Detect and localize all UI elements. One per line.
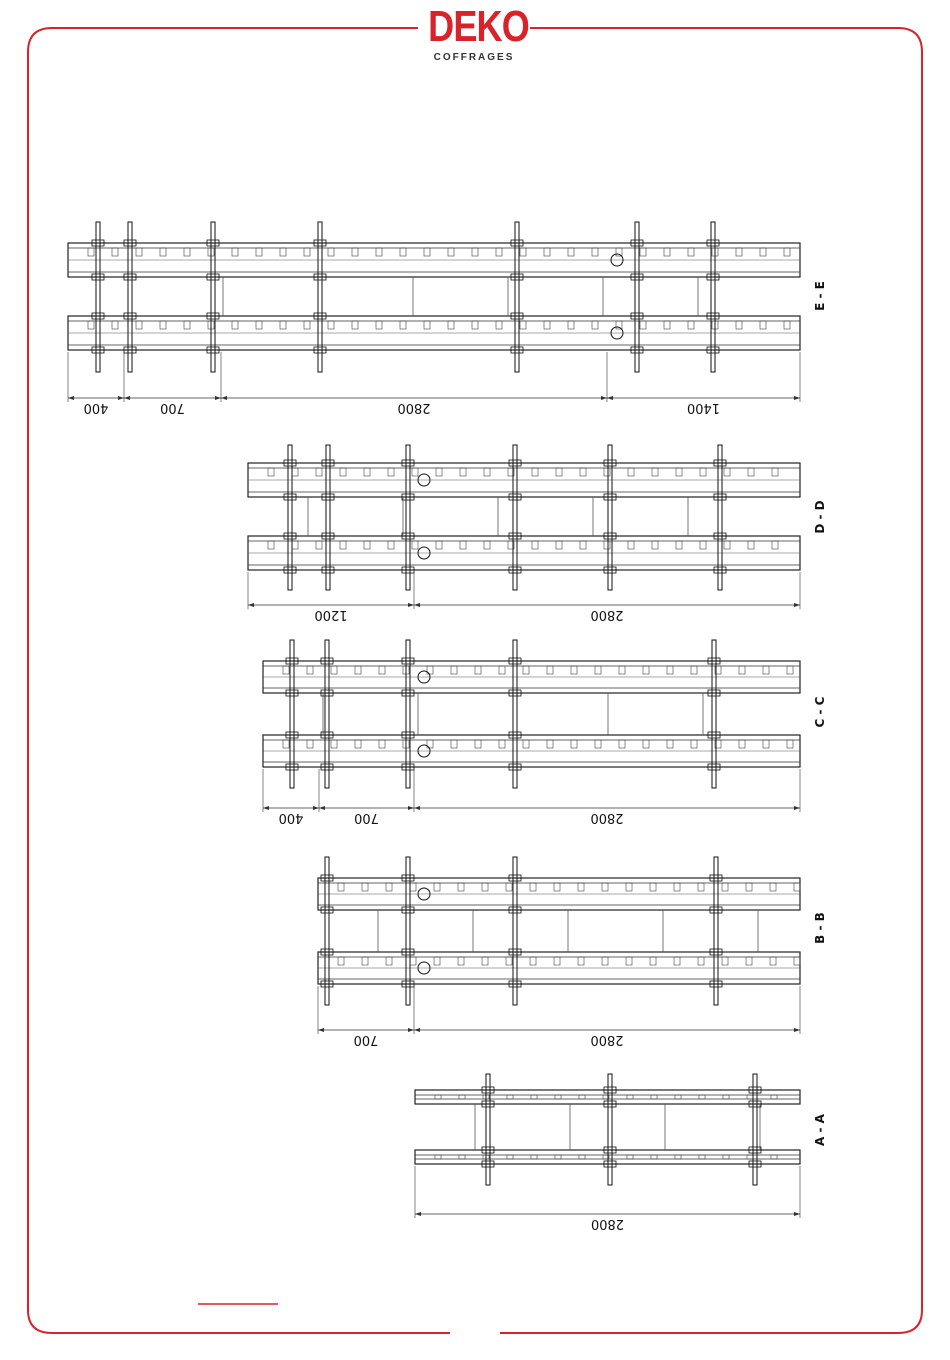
stiffener [482, 883, 488, 891]
stiffener [698, 883, 704, 891]
stiffener [736, 321, 742, 329]
stiffener [424, 321, 430, 329]
stiffener [475, 740, 481, 748]
prop-shaft [290, 640, 294, 788]
section-label: C - C [813, 696, 827, 728]
stiffener [556, 541, 562, 549]
stiffener [688, 321, 694, 329]
stiffener [674, 883, 680, 891]
prop-shaft [288, 445, 292, 590]
stiffener [160, 321, 166, 329]
stiffener [700, 541, 706, 549]
stiffener [651, 1095, 657, 1099]
stiffener [136, 248, 142, 256]
stiffener [556, 468, 562, 476]
prop [284, 445, 296, 590]
stiffener [555, 1155, 561, 1159]
stiffener [460, 468, 466, 476]
prop-shaft [513, 857, 517, 1005]
stiffener [482, 957, 488, 965]
prop-shaft [513, 445, 517, 590]
stiffener [280, 321, 286, 329]
dim-arrow [601, 396, 607, 400]
dim-arrow [408, 603, 414, 607]
stiffener [643, 666, 649, 674]
stiffener [544, 248, 550, 256]
stiffener [643, 740, 649, 748]
stiffener [523, 740, 529, 748]
stiffener [770, 957, 776, 965]
dim-arrow [414, 1028, 420, 1032]
stiffener [400, 321, 406, 329]
dimension-label: 2800 [590, 1032, 624, 1047]
stiffener [568, 321, 574, 329]
stiffener [722, 957, 728, 965]
stiffener [388, 541, 394, 549]
stiffener [435, 1095, 441, 1099]
stiffener [747, 1095, 753, 1099]
stiffener [627, 1095, 633, 1099]
stiffener [688, 248, 694, 256]
dim-arrow [118, 396, 124, 400]
section-1 [68, 222, 827, 415]
dimension-label: 2800 [590, 1216, 625, 1231]
stiffener [410, 957, 416, 965]
stiffener [699, 1095, 705, 1099]
stiffener [604, 541, 610, 549]
stiffener [723, 1155, 729, 1159]
stiffener [388, 468, 394, 476]
stiffener [184, 321, 190, 329]
prop [402, 640, 414, 788]
stiffener [580, 468, 586, 476]
dim-arrow [248, 603, 254, 607]
stiffener [434, 957, 440, 965]
section-5 [415, 1074, 827, 1231]
prop [710, 857, 722, 1005]
prop [604, 445, 616, 590]
stiffener [484, 541, 490, 549]
prop-shaft [486, 1074, 490, 1185]
stiffener [675, 1155, 681, 1159]
logo-wordmark: DEKO [428, 2, 530, 51]
dimension-label: 2800 [590, 607, 624, 622]
stiffener [579, 1155, 585, 1159]
stiffener [723, 1095, 729, 1099]
dim-arrow [415, 1212, 421, 1216]
stiffener [580, 541, 586, 549]
stiffener [507, 1155, 513, 1159]
stiffener [386, 883, 392, 891]
stiffener [650, 957, 656, 965]
stiffener [652, 541, 658, 549]
stiffener [458, 883, 464, 891]
section-label: B - B [813, 912, 827, 944]
stiffener [571, 666, 577, 674]
stiffener [328, 321, 334, 329]
beam [263, 661, 800, 693]
stiffener [619, 666, 625, 674]
stiffener [472, 248, 478, 256]
stiffener [460, 541, 466, 549]
stiffener [640, 248, 646, 256]
stiffener [458, 957, 464, 965]
stiffener [520, 321, 526, 329]
prop-shaft [608, 1074, 612, 1185]
beam [318, 952, 800, 984]
dim-arrow [408, 806, 414, 810]
stiffener [691, 740, 697, 748]
stiffener [531, 1155, 537, 1159]
prop [321, 857, 333, 1005]
section-2 [248, 445, 827, 622]
prop-shaft [714, 857, 718, 1005]
stiffener [628, 468, 634, 476]
prop-shaft [406, 640, 410, 788]
stiffener [280, 248, 286, 256]
stiffener [364, 468, 370, 476]
beam [248, 536, 800, 570]
stiffener [760, 321, 766, 329]
stiffener [88, 248, 94, 256]
stiffener [507, 1095, 513, 1099]
stiffener [352, 321, 358, 329]
stiffener [256, 321, 262, 329]
stiffener [451, 666, 457, 674]
stiffener [568, 248, 574, 256]
stiffener [578, 957, 584, 965]
stiffener [160, 248, 166, 256]
dimension-label: 700 [160, 400, 185, 415]
stiffener [352, 248, 358, 256]
logo-subtitle: COFFRAGES [433, 52, 515, 63]
stiffener [739, 740, 745, 748]
stiffener [787, 740, 793, 748]
dim-arrow [124, 396, 130, 400]
prop-shaft [325, 857, 329, 1005]
stiffener [379, 666, 385, 674]
stiffener [746, 883, 752, 891]
stiffener [784, 248, 790, 256]
stiffener [626, 883, 632, 891]
stiffener [555, 1095, 561, 1099]
stiffener [307, 666, 313, 674]
stiffener [499, 740, 505, 748]
stiffener [664, 248, 670, 256]
dim-arrow [318, 1028, 324, 1032]
stiffener [771, 1155, 777, 1159]
section-label: A - A [813, 1114, 827, 1146]
stiffener [112, 248, 118, 256]
prop [509, 640, 521, 788]
stiffener [736, 248, 742, 256]
prop-shaft [718, 445, 722, 590]
prop-shaft [712, 640, 716, 788]
stiffener [376, 321, 382, 329]
stiffener [770, 883, 776, 891]
stiffener [412, 468, 418, 476]
stiffener [772, 468, 778, 476]
stiffener [724, 541, 730, 549]
stiffener [602, 883, 608, 891]
stiffener [794, 957, 800, 965]
stiffener [651, 1155, 657, 1159]
stiffener [772, 541, 778, 549]
dimension-label: 1200 [314, 607, 348, 622]
stiffener [307, 740, 313, 748]
prop [708, 640, 720, 788]
prop-shaft [513, 640, 517, 788]
prop [509, 445, 521, 590]
stiffener [652, 468, 658, 476]
stiffener [316, 468, 322, 476]
stiffener [784, 321, 790, 329]
section-label: D - D [813, 500, 827, 534]
stiffener [520, 248, 526, 256]
stiffener [763, 740, 769, 748]
stiffener [184, 248, 190, 256]
stiffener [268, 541, 274, 549]
stiffener [459, 1155, 465, 1159]
beam [248, 463, 800, 497]
stiffener [547, 740, 553, 748]
dim-arrow [794, 1212, 800, 1216]
stiffener [602, 957, 608, 965]
stiffener [292, 468, 298, 476]
stiffener [794, 883, 800, 891]
stiffener [748, 541, 754, 549]
stiffener [640, 321, 646, 329]
stiffener [667, 666, 673, 674]
dimension-label: 400 [83, 400, 109, 415]
stiffener [787, 666, 793, 674]
stiffener [724, 468, 730, 476]
stiffener [650, 883, 656, 891]
stiffener [436, 468, 442, 476]
dim-arrow [221, 396, 227, 400]
section-label: E - E [813, 281, 827, 311]
stiffener [699, 1155, 705, 1159]
stiffener [554, 883, 560, 891]
dim-arrow [414, 806, 420, 810]
stiffener [412, 541, 418, 549]
beam [263, 735, 800, 767]
stiffener [571, 740, 577, 748]
stiffener [362, 883, 368, 891]
deko-logo [418, 4, 530, 63]
dimension-label: 400 [278, 810, 304, 825]
stiffener [232, 321, 238, 329]
stiffener [232, 248, 238, 256]
dim-arrow [794, 806, 800, 810]
stiffener [747, 1155, 753, 1159]
stiffener [746, 957, 752, 965]
stiffener [472, 321, 478, 329]
stiffener [338, 957, 344, 965]
stiffener [531, 1095, 537, 1099]
stiffener [451, 740, 457, 748]
prop-shaft [753, 1074, 757, 1185]
dimension-label: 2800 [590, 810, 624, 825]
stiffener [667, 740, 673, 748]
stiffener [448, 248, 454, 256]
dimension-label: 2800 [397, 400, 431, 415]
stiffener [739, 666, 745, 674]
dimension-label: 700 [354, 810, 379, 825]
prop [509, 857, 521, 1005]
dimension-label: 700 [353, 1032, 379, 1047]
stiffener [547, 666, 553, 674]
section-3 [263, 640, 827, 825]
stiffener [496, 321, 502, 329]
stiffener [530, 957, 536, 965]
stiffener [544, 321, 550, 329]
dim-arrow [794, 1028, 800, 1032]
stiffener [410, 883, 416, 891]
stiffener [760, 248, 766, 256]
stiffener [136, 321, 142, 329]
stiffener [579, 1095, 585, 1099]
prop-shaft [608, 445, 612, 590]
stiffener [304, 248, 310, 256]
stiffener [316, 541, 322, 549]
beam [318, 878, 800, 910]
prop [286, 640, 298, 788]
dim-arrow [794, 603, 800, 607]
prop [402, 445, 414, 590]
stiffener [376, 248, 382, 256]
prop [714, 445, 726, 590]
stiffener [112, 321, 118, 329]
stiffener [676, 468, 682, 476]
stiffener [340, 468, 346, 476]
stiffener [506, 957, 512, 965]
stiffener [763, 666, 769, 674]
prop-shaft [326, 445, 330, 590]
stiffener [595, 666, 601, 674]
stiffener [475, 666, 481, 674]
stiffener [675, 1095, 681, 1099]
stiffener [523, 666, 529, 674]
prop [322, 445, 334, 590]
dim-arrow [607, 396, 613, 400]
stiffener [554, 957, 560, 965]
stiffener [496, 248, 502, 256]
section-4 [318, 857, 827, 1047]
beam [68, 316, 800, 350]
stiffener [698, 957, 704, 965]
stiffener [628, 541, 634, 549]
stiffener [362, 957, 368, 965]
prop [604, 1074, 616, 1185]
dim-arrow [215, 396, 221, 400]
stiffener [331, 666, 337, 674]
stiffener [88, 321, 94, 329]
dim-arrow [263, 806, 269, 810]
stiffener [592, 248, 598, 256]
stiffener [499, 666, 505, 674]
stiffener [700, 468, 706, 476]
stiffener [664, 321, 670, 329]
stiffener [268, 468, 274, 476]
stiffener [484, 468, 490, 476]
stiffener [292, 541, 298, 549]
stiffener [691, 666, 697, 674]
stiffener [304, 321, 310, 329]
dim-arrow [68, 396, 74, 400]
dim-arrow [414, 603, 420, 607]
stiffener [674, 957, 680, 965]
stiffener [331, 740, 337, 748]
stiffener [283, 740, 289, 748]
stiffener [578, 883, 584, 891]
prop [749, 1074, 761, 1185]
stiffener [619, 740, 625, 748]
dim-arrow [319, 806, 325, 810]
prop-shaft [325, 640, 329, 788]
stiffener [532, 468, 538, 476]
prop [402, 857, 414, 1005]
stiffener [340, 541, 346, 549]
prop-shaft [406, 857, 410, 1005]
stiffener [355, 740, 361, 748]
stiffener [424, 248, 430, 256]
prop-shaft [406, 445, 410, 590]
stiffener [592, 321, 598, 329]
stiffener [338, 883, 344, 891]
stiffener [626, 957, 632, 965]
stiffener [722, 883, 728, 891]
stiffener [283, 666, 289, 674]
stiffener [355, 666, 361, 674]
stiffener [364, 541, 370, 549]
stiffener [328, 248, 334, 256]
stiffener [459, 1095, 465, 1099]
stiffener [748, 468, 754, 476]
stiffener [676, 541, 682, 549]
dim-arrow [794, 396, 800, 400]
stiffener [627, 1155, 633, 1159]
dimension-label: 1400 [686, 400, 721, 415]
stiffener [435, 1155, 441, 1159]
stiffener [400, 248, 406, 256]
beam [68, 243, 800, 277]
prop [482, 1074, 494, 1185]
stiffener [436, 541, 442, 549]
dim-arrow [313, 806, 319, 810]
dim-arrow [408, 1028, 414, 1032]
stiffener [386, 957, 392, 965]
stiffener [771, 1095, 777, 1099]
stiffener [604, 468, 610, 476]
drawings [68, 222, 827, 1231]
stiffener [595, 740, 601, 748]
stiffener [530, 883, 536, 891]
stiffener [379, 740, 385, 748]
stiffener [434, 883, 440, 891]
stiffener [506, 883, 512, 891]
stiffener [256, 248, 262, 256]
stiffener [448, 321, 454, 329]
stiffener [532, 541, 538, 549]
